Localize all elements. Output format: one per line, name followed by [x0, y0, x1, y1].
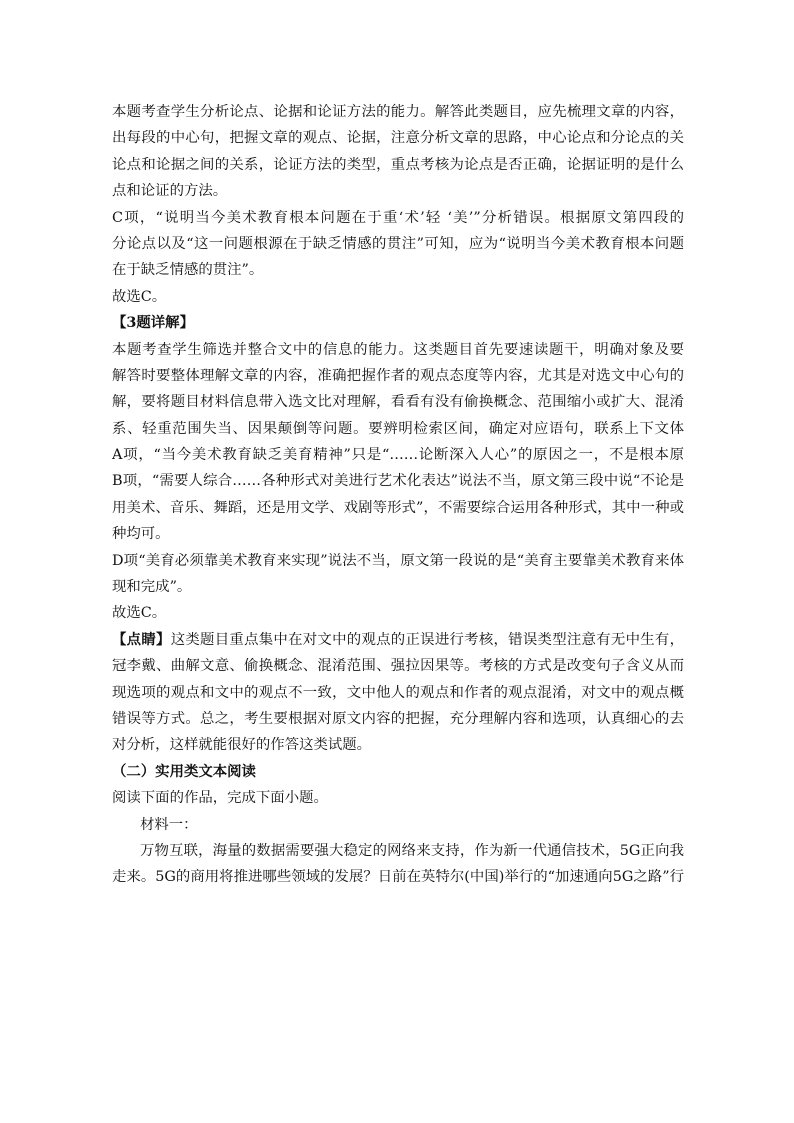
text-line: 点和论证的方法。 [112, 183, 228, 200]
text-line: 本题考查学生筛选并整合文中的信息的能力。这类题目首先要速读题干，明确对象及要 [112, 341, 684, 358]
text-line: 现和完成”。 [112, 579, 192, 596]
text-line: 分论点以及“这一问题根源在于缺乏情感的贯注”可知，应为“说明当今美术教育根本问题 [112, 235, 684, 252]
text-line: 走来。5G的商用将推进哪些领域的发展？日前在英特尔(中国)举行的“加速通向5G之路”行 [112, 869, 684, 886]
text-line: （二）实用类文本阅读 [112, 762, 256, 780]
text-line: 种均可。 [112, 526, 170, 543]
text-line: 在于缺乏情感的贯注”。 [112, 262, 264, 279]
bold-heading: 【点睛】 [112, 630, 171, 648]
text-line: 材料一： [140, 816, 198, 833]
text-line: 【3题详解】 [112, 314, 194, 332]
text-run: 这类题目重点集中在对文中的观点的正误进行考核，错误类型注意有无中生有， [170, 631, 684, 648]
text-line: 错误等方式。总之，考生要根据对原文内容的把握，充分理解内容和选项，认真细心的去 [112, 710, 684, 727]
text-line: 现选项的观点和文中的观点不一致，文中他人的观点和作者的观点混淆，对文中的观点概 [112, 684, 684, 701]
text-line: 论点和论据之间的关系，论证方法的类型，重点考核为论点是否正确，论据证明的是什么 [112, 156, 684, 173]
text-line: 解答时要整体理解文章的内容，准确把握作者的观点态度等内容，尤其是对选文中心句的 [112, 367, 684, 384]
text-line: 冠李戴、曲解文意、偷换概念、混淆范围、强拉因果等。考核的方式是改变句子含义从而 [112, 658, 684, 675]
text-line: 出每段的中心句，把握文章的观点、论据，注意分析文章的思路，中心论点和分论点的关 [112, 130, 684, 147]
text-line: 用美术、音乐、舞蹈，还是用文学、戏剧等形式”，不需要综合运用各种形式，其中一种或 [112, 499, 684, 516]
text-line: D项“美育必须靠美术教育来实现”说法不当，原文第一段说的是“美育主要靠美术教育来体 [112, 552, 684, 569]
text-line: 本题考查学生分析论点、论据和论证方法的能力。解答此类题目，应先梳理文章的内容， [112, 104, 684, 120]
document-body [112, 99, 684, 891]
text-line: A项，“当今美术教育缺乏美育精神”只是“……论断深入人心”的原因之一，不是根本原 [112, 447, 684, 464]
text-line: 对分析，这样就能很好的作答这类试题。 [112, 737, 372, 754]
text-line: 阅读下面的作品，完成下面小题。 [112, 790, 328, 807]
text-line: 故选C。 [112, 288, 167, 305]
text-line: 故选C。 [112, 605, 167, 622]
text-line: C项，“说明当今美术教育根本问题在于重‘术’轻 ‘美’”分析错误。根据原文第四段的 [112, 209, 684, 226]
text-line: 系、轻重范围失当、因果颠倒等问题。要辨明检索区间，确定对应语句，联系上下文体 [112, 420, 684, 437]
text-line [112, 627, 684, 653]
text-line: 万物互联，海量的数据需要强大稳定的网络来支持，作为新一代通信技术，5G正向我 [140, 842, 684, 859]
text-line: B项，“需要人综合……各种形式对美进行艺术化表达”说法不当，原文第三段中说“不论是 [112, 473, 684, 490]
text-line: 解，要将题目材料信息带入选文比对理解，看看有没有偷换概念、范围缩小或扩大、混淆 [112, 394, 684, 411]
